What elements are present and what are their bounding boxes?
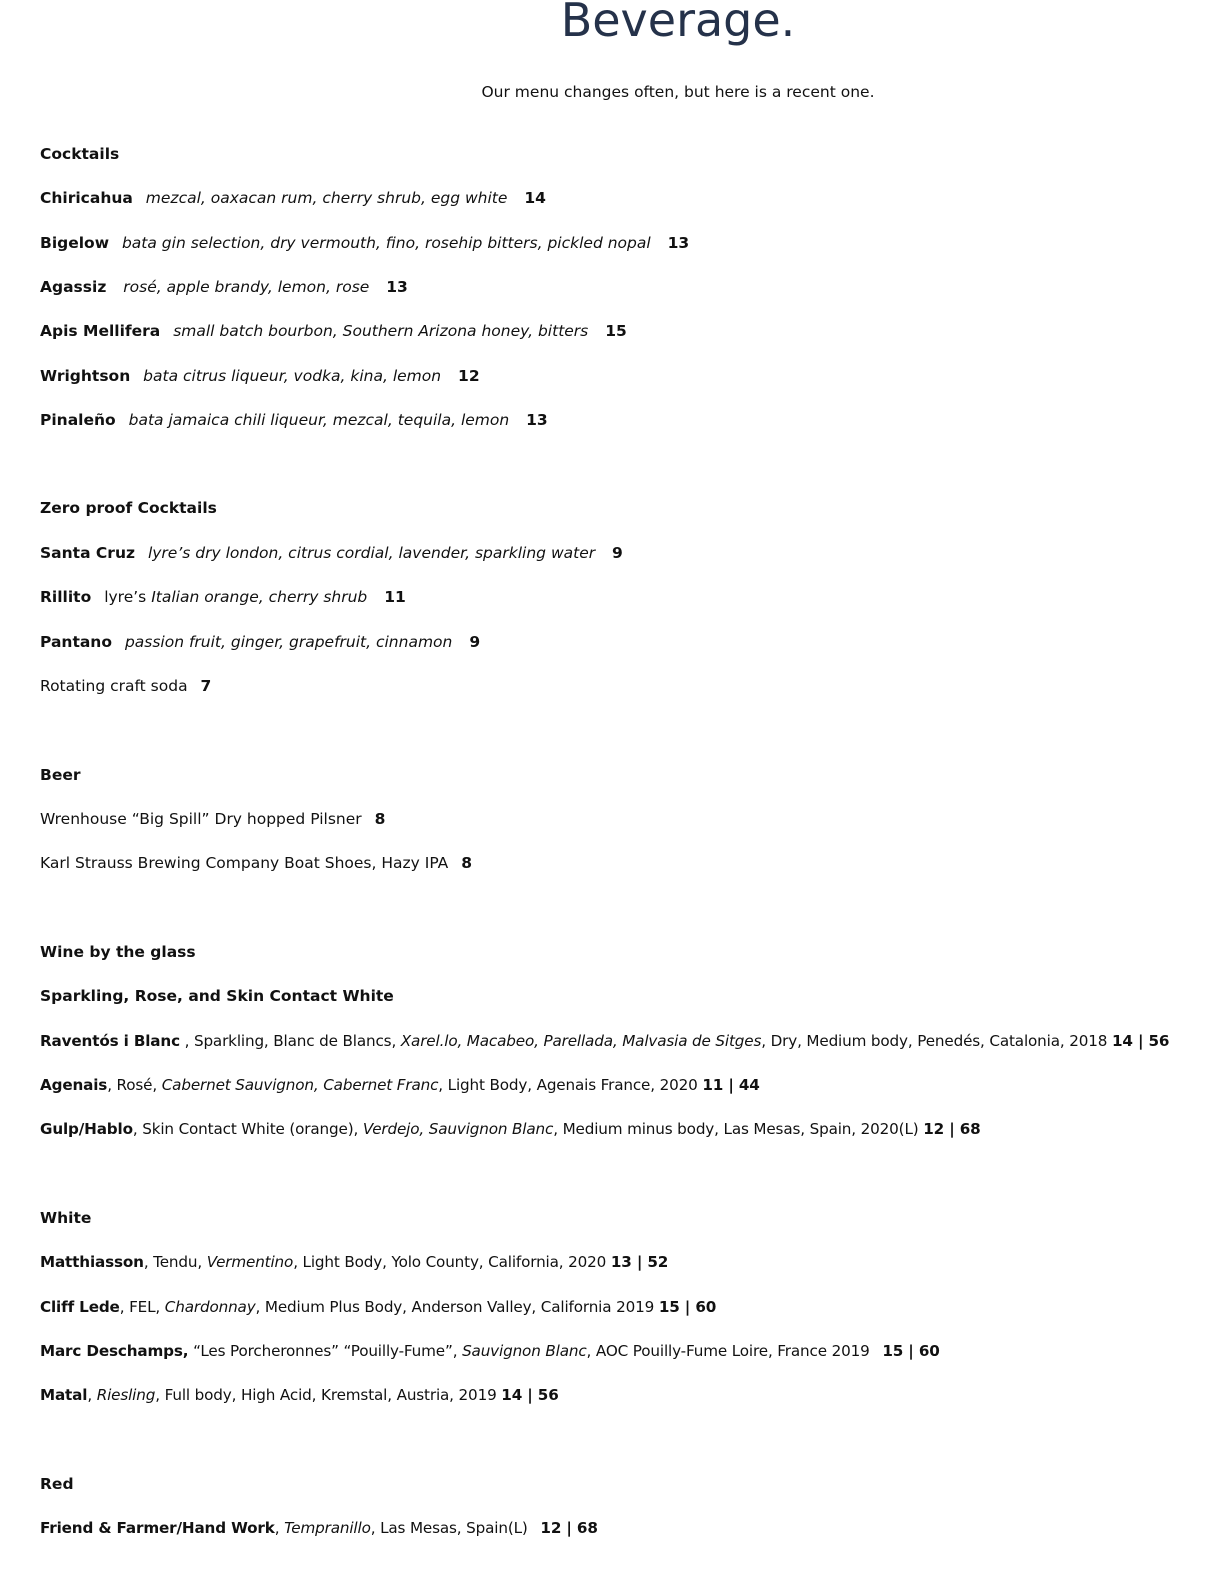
item-price: 8	[374, 810, 386, 828]
item-price: 14 | 56	[1111, 1032, 1170, 1050]
menu-item	[40, 1340, 940, 1362]
item-name: Apis Mellifera	[40, 322, 161, 340]
item-name: Gulp/Hablo	[40, 1120, 133, 1138]
item-label: Rotating craft soda	[40, 677, 188, 695]
item-details: , Sparkling, Blanc de Blancs,	[179, 1032, 401, 1050]
item-details: , Dry, Medium body, Penedés, Catalonia, 2018	[761, 1032, 1108, 1050]
item-details: , Light Body, Agenais France, 2020	[438, 1076, 698, 1094]
menu-item	[40, 1074, 760, 1096]
subsection-heading-white: White	[40, 1209, 92, 1227]
item-details: , Las Mesas, Spain(L)	[370, 1519, 528, 1537]
beverage-menu	[40, 0, 1215, 1585]
item-description: passion fruit, ginger, grapefruit, cinnamon	[124, 633, 453, 651]
item-details: , Skin Contact White (orange),	[132, 1120, 363, 1138]
item-price: 12 | 68	[540, 1519, 598, 1537]
item-details: ,	[87, 1386, 97, 1404]
item-description: bata jamaica chili liqueur, mezcal, tequila, lemon	[128, 411, 510, 429]
menu-item	[40, 1384, 559, 1406]
item-name: Chiricahua	[40, 189, 133, 207]
menu-item	[40, 586, 406, 608]
intro-text: Our menu changes often, but here is a recent one.	[481, 83, 875, 101]
item-grapes: Xarel.lo, Macabeo, Parellada, Malvasia de Sitges	[400, 1032, 762, 1050]
menu-item	[40, 232, 689, 254]
item-description: rosé, apple brandy, lemon, rose	[123, 278, 370, 296]
item-grapes: Verdejo, Sauvignon Blanc	[362, 1120, 554, 1138]
menu-item	[40, 409, 548, 431]
page-title: Beverage.	[560, 0, 796, 47]
item-grapes: Riesling	[96, 1386, 156, 1404]
menu-item	[40, 365, 480, 387]
menu-item	[40, 675, 211, 697]
item-price: 12 | 68	[923, 1120, 981, 1138]
item-description: bata gin selection, dry vermouth, fino, rosehip bitters, pickled nopal	[121, 234, 651, 252]
item-label: Karl Strauss Brewing Company Boat Shoes, Hazy IPA	[40, 854, 449, 872]
item-price: 13	[526, 411, 548, 429]
item-grapes: Chardonnay	[164, 1298, 256, 1316]
item-grapes: Vermentino	[206, 1253, 294, 1271]
item-details: , Tendu,	[143, 1253, 207, 1271]
item-price: 13	[386, 278, 408, 296]
item-name: Bigelow	[40, 234, 110, 252]
menu-item	[40, 276, 408, 298]
item-name: Matal	[40, 1386, 88, 1404]
item-details: , Medium minus body, Las Mesas, Spain, 2020(L)	[553, 1120, 919, 1138]
item-price: 15	[605, 322, 627, 340]
item-name: Agassiz	[40, 278, 107, 296]
item-name: Raventós i Blanc	[40, 1032, 180, 1050]
item-price: 9	[612, 544, 623, 562]
menu-item	[40, 542, 623, 564]
item-price: 13	[667, 234, 690, 252]
item-price: 15 | 60	[882, 1342, 940, 1360]
item-price: 14 | 56	[501, 1386, 559, 1404]
item-name: Pinaleño	[40, 411, 116, 429]
menu-item	[40, 187, 546, 209]
item-grapes: Sauvignon Blanc	[462, 1342, 587, 1360]
item-details: , AOC Pouilly-Fume Loire, France 2019	[586, 1342, 870, 1360]
item-price: 8	[461, 854, 473, 872]
subsection-heading-red: Red	[40, 1475, 74, 1493]
item-details: , Full body, High Acid, Kremstal, Austria, 2019	[155, 1386, 497, 1404]
item-price: 9	[469, 633, 481, 651]
menu-item	[40, 808, 385, 830]
subsection-heading-sparkling: Sparkling, Rose, and Skin Contact White	[40, 987, 394, 1005]
item-price: 7	[200, 677, 212, 695]
item-grapes: Cabernet Sauvignon, Cabernet Franc	[161, 1076, 439, 1094]
item-details: , Rosé,	[107, 1076, 162, 1094]
item-price: 11 | 44	[702, 1076, 760, 1094]
item-price: 13 | 52	[610, 1253, 669, 1271]
section-heading-zero-proof: Zero proof Cocktails	[40, 499, 217, 517]
item-details: “Les Porcheronnes” “Pouilly-Fume”,	[188, 1342, 463, 1360]
item-description: small batch bourbon, Southern Arizona honey, bitters	[173, 322, 589, 340]
item-details: ,	[274, 1519, 285, 1537]
menu-item	[40, 1296, 716, 1318]
section-heading-cocktails: Cocktails	[40, 145, 120, 163]
item-price: 15 | 60	[658, 1298, 717, 1316]
menu-item	[40, 1251, 668, 1273]
menu-item	[40, 631, 480, 653]
item-name: Friend & Farmer/Hand Work	[40, 1519, 275, 1537]
item-price: 12	[458, 367, 480, 385]
item-label: Wrenhouse “Big Spill” Dry hopped Pilsner	[40, 810, 362, 828]
item-description: mezcal, oaxacan rum, cherry shrub, egg white	[145, 189, 508, 207]
item-price: 11	[384, 588, 406, 606]
item-details: , Light Body, Yolo County, California, 2020	[293, 1253, 607, 1271]
menu-item	[40, 852, 472, 874]
item-description-plain: lyre’s	[104, 588, 147, 606]
menu-item	[40, 320, 627, 342]
menu-item	[40, 1030, 1169, 1052]
item-description: lyre’s dry london, citrus cordial, lavender, sparkling water	[147, 544, 596, 562]
item-name: Pantano	[40, 633, 112, 651]
menu-item	[40, 1118, 981, 1140]
item-details: , FEL,	[119, 1298, 165, 1316]
item-name: Agenais	[40, 1076, 108, 1094]
item-name: Matthiasson	[40, 1253, 144, 1271]
item-price: 14	[524, 189, 546, 207]
item-name: Marc Deschamps,	[40, 1342, 189, 1360]
item-description: Italian orange, cherry shrub	[151, 588, 368, 606]
section-heading-wine: Wine by the glass	[40, 943, 196, 961]
item-name: Wrightson	[40, 367, 131, 385]
item-name: Cliff Lede	[40, 1298, 120, 1316]
section-heading-beer: Beer	[40, 766, 81, 784]
item-name: Rillito	[40, 588, 92, 606]
menu-item	[40, 1517, 598, 1539]
item-name: Santa Cruz	[40, 544, 135, 562]
item-grapes: Tempranillo	[284, 1519, 371, 1537]
item-details: , Medium Plus Body, Anderson Valley, California 2019	[255, 1298, 655, 1316]
item-description: bata citrus liqueur, vodka, kina, lemon	[143, 367, 442, 385]
